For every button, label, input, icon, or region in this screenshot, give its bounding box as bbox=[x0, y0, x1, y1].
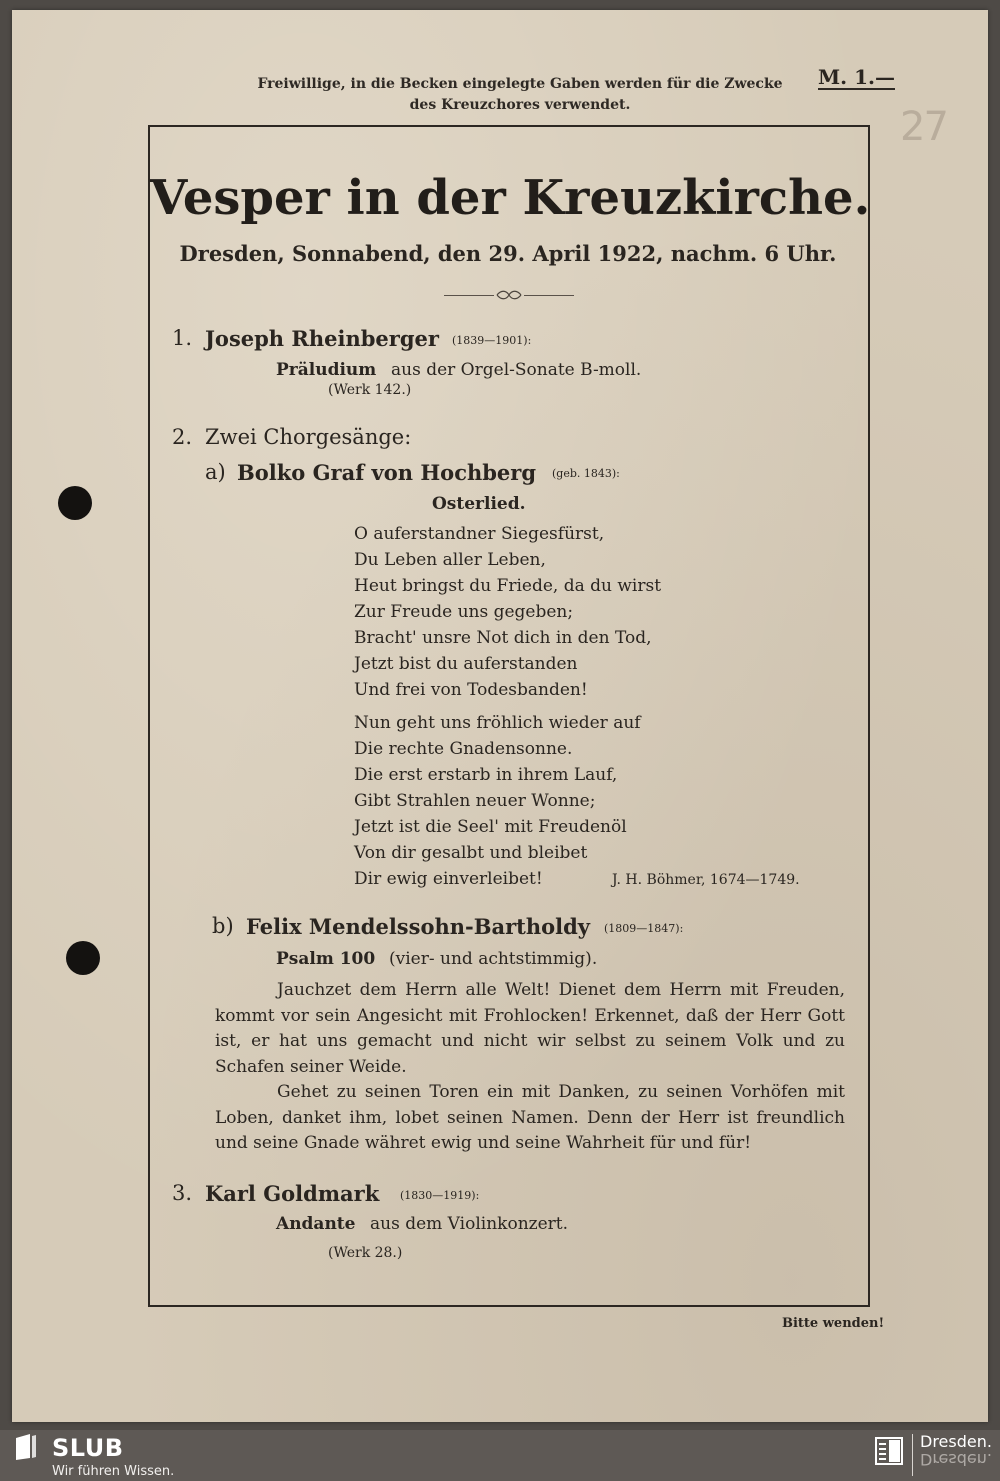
library-name[interactable]: SLUB bbox=[52, 1434, 124, 1462]
city-name[interactable]: Dresden. bbox=[920, 1432, 992, 1451]
item-2b-years: (1809—1847): bbox=[604, 922, 684, 935]
ornament-rule-left bbox=[444, 295, 494, 296]
item-3-years: (1830—1919): bbox=[400, 1189, 480, 1202]
poem-line: Jetzt ist die Seel' mit Freudenöl bbox=[354, 817, 627, 837]
item-2a-years: (geb. 1843): bbox=[552, 467, 620, 480]
poem-line: Die erst erstarb in ihrem Lauf, bbox=[354, 765, 618, 785]
poem-line: O auferstandner Siegesfürst, bbox=[354, 524, 605, 544]
psalm-paragraph-1 bbox=[215, 978, 845, 1080]
slub-logo-icon[interactable] bbox=[14, 1432, 38, 1462]
poem-line: Die rechte Gnadensonne. bbox=[354, 739, 573, 759]
item-2b-work-title: Psalm 100 bbox=[276, 949, 376, 969]
item-2b-work: (vier- und achtstimmig). bbox=[389, 949, 598, 969]
poem-line: Jetzt bist du auferstanden bbox=[354, 654, 578, 674]
donation-note-line-1: Freiwillige, in die Becken eingelegte Gaben werden für die Zwecke bbox=[257, 76, 783, 92]
item-3-composer: Karl Goldmark bbox=[205, 1181, 380, 1206]
item-1-work: aus der Orgel-Sonate B-moll. bbox=[391, 360, 642, 380]
item-3-work: aus dem Violinkonzert. bbox=[370, 1214, 569, 1234]
item-1-number: 1. bbox=[172, 326, 193, 350]
item-1-composer: Joseph Rheinberger bbox=[205, 326, 439, 351]
donation-note-line-2: des Kreuzchores verwendet. bbox=[409, 97, 631, 113]
poem-line: Bracht' unsre Not dich in den Tod, bbox=[354, 628, 652, 648]
item-1-opus: (Werk 142.) bbox=[328, 382, 412, 398]
page-title: Vesper in der Kreuzkirche. bbox=[150, 170, 871, 226]
item-1-years: (1839—1901): bbox=[452, 334, 532, 347]
poem-line: Gibt Strahlen neuer Wonne; bbox=[354, 791, 596, 811]
poem-line: Von dir gesalbt und bleibet bbox=[354, 843, 588, 863]
poem-line: Dir ewig einverleibet! bbox=[354, 869, 543, 889]
city-name-reflection: Dresden. bbox=[920, 1450, 992, 1469]
item-1-work-title: Präludium bbox=[276, 360, 377, 380]
psalm-text-1: Jauchzet dem Herrn alle Welt! Dienet dem Herrn mit Freuden, kommt vor sein Angesicht mit Frohlocken! Erkennet, daß der Herr Gott ist, er hat uns gemacht und nicht wir selbst zu seinem Volk und zu Schafen seiner Weide. bbox=[215, 980, 845, 1077]
psalm-text-2: Gehet zu seinen Toren ein mit Danken, zu seinen Vorhöfen mit Loben, danket ihm, lobet seinen Namen. Denn der Herr ist freundlich und seine Gnade währet ewig und seine Wahrheit für und für! bbox=[215, 1082, 845, 1153]
item-3-number: 3. bbox=[172, 1181, 193, 1205]
item-2a-label: a) bbox=[205, 460, 226, 484]
item-3-opus: (Werk 28.) bbox=[328, 1245, 403, 1261]
poem-line: Du Leben aller Leben, bbox=[354, 550, 546, 570]
pencil-annotation: 27 bbox=[900, 104, 947, 150]
ornament-knot-icon bbox=[496, 289, 522, 301]
ornament-rule-right bbox=[524, 295, 574, 296]
turn-page-note: Bitte wenden! bbox=[782, 1316, 885, 1331]
punch-hole bbox=[66, 941, 100, 975]
event-date: Dresden, Sonnabend, den 29. April 1922, nachm. 6 Uhr. bbox=[179, 241, 837, 266]
library-tagline: Wir führen Wissen. bbox=[52, 1464, 175, 1479]
footer-separator bbox=[912, 1434, 913, 1476]
item-2b-label: b) bbox=[212, 914, 234, 938]
item-2-heading: Zwei Chorgesänge: bbox=[205, 425, 412, 449]
punch-hole bbox=[58, 486, 92, 520]
dresden-crest-icon[interactable] bbox=[874, 1436, 904, 1466]
poem-line: Heut bringst du Friede, da du wirst bbox=[354, 576, 662, 596]
poem-line: Und frei von Todesbanden! bbox=[354, 680, 588, 700]
item-2-number: 2. bbox=[172, 425, 193, 449]
price-label: M. 1.— bbox=[818, 65, 895, 89]
psalm-paragraph-2 bbox=[215, 1080, 845, 1157]
item-2a-composer: Bolko Graf von Hochberg bbox=[237, 460, 537, 485]
item-2b-composer: Felix Mendelssohn-Bartholdy bbox=[246, 914, 590, 939]
poem-line: Nun geht uns fröhlich wieder auf bbox=[354, 713, 641, 733]
poem-author: J. H. Böhmer, 1674—1749. bbox=[612, 872, 800, 888]
song-title: Osterlied. bbox=[432, 494, 526, 514]
item-3-work-title: Andante bbox=[276, 1214, 356, 1234]
poem-line: Zur Freude uns gegeben; bbox=[354, 602, 574, 622]
